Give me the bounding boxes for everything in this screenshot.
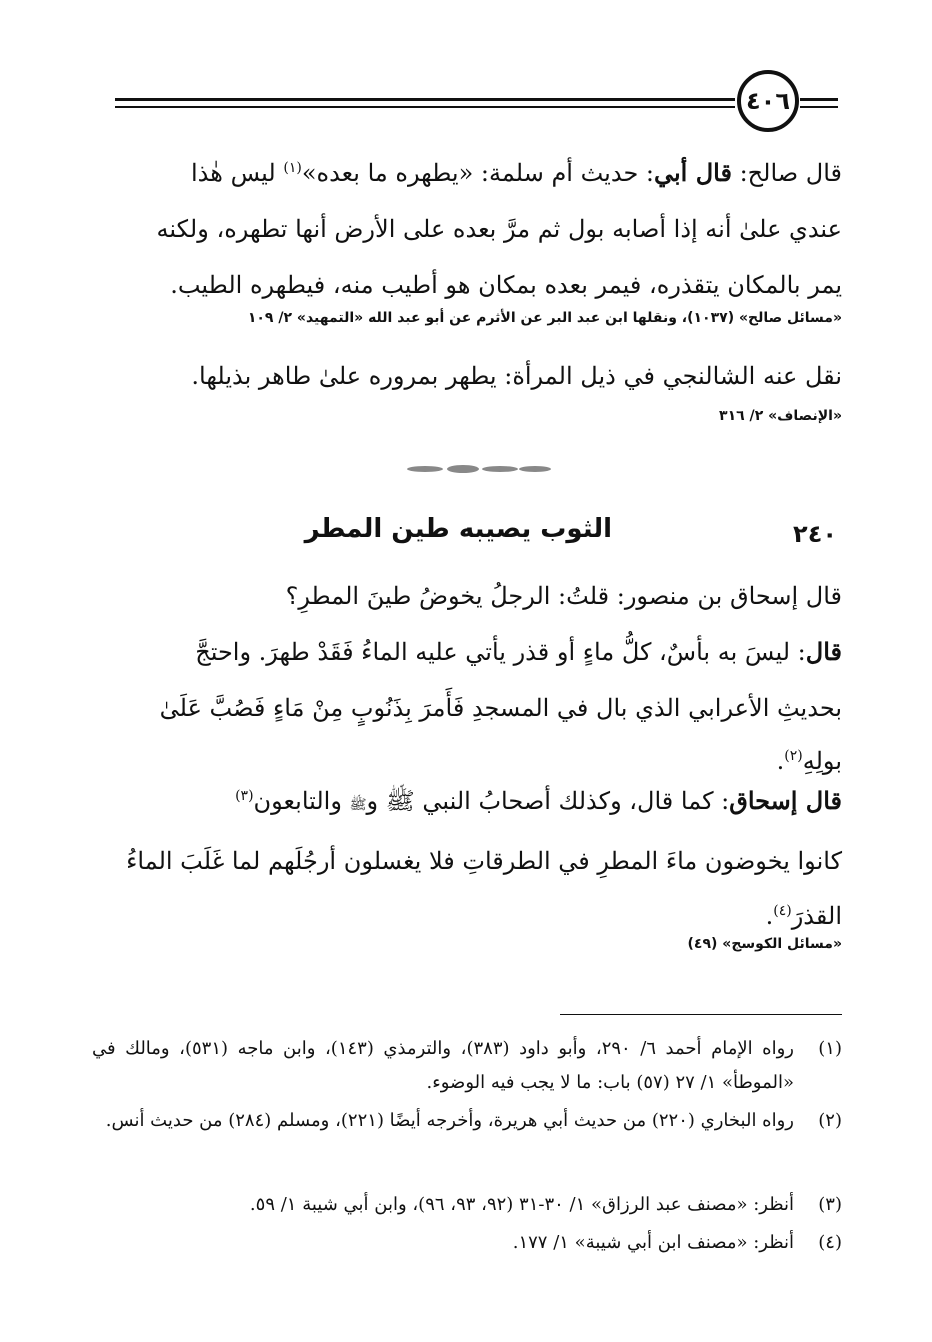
ornament-divider (405, 462, 555, 476)
footnote-text: أنظر: «مصنف عبد الرزاق» ١/ ٣٠-٣١ (٩٢، ٩٣، ٩٦)، وابن أبي شيبة ١/ ٥٩. (249, 1194, 794, 1215)
text-fragment: : ليسَ به بأسٌ، كلُّ ماءٍ أو قذر يأتي عليه الماءُ فَقَدْ طهرَ. واحتجَّ (195, 638, 806, 666)
text-fragment: قال صالح: (731, 159, 842, 187)
text-fragment: والتابعون (253, 787, 350, 815)
source-citation: «الإنصاف» ٢/ ٣١٦ (719, 408, 842, 424)
footnote-text: رواه الإمام أحمد ٦/ ٢٩٠، وأبو داود (٣٨٣)، والترمذي (١٤٣)، وابن ماجه (٥٣١)، ومالك في «الموطأ» ١/ ٢٧ (٥٧) باب: ما لا يجب فيه الوضوء. (92, 1038, 794, 1093)
text-line: نقل عنه الشالنجي في ذيل المرأة: يطهر بمروره علىٰ طاهر بذيلها. (191, 362, 842, 390)
header-rule (800, 106, 838, 108)
paragraph-ishaq-answer (92, 768, 842, 938)
text-line: بحديثِ الأعرابي الذي بال في المسجدِ فَأَمرَ بِذَنُوبٍ مِنْ مَاءٍ فَصُبَّ عَلَىٰ (159, 694, 842, 722)
text-fragment: : حديث أم سلمة: «يطهره ما بعده» (301, 159, 654, 187)
footnote-ref: (٣) (235, 788, 254, 804)
text-line (92, 768, 842, 833)
text-fragment: . (776, 747, 785, 775)
footnote-ref: (٤) (773, 903, 792, 919)
text-line: يمر بالمكان يتقذره، فيمر بعده بمكان هو أطيب منه، فيطهره الطيب. (170, 271, 842, 299)
text-fragment: القذرَ (791, 902, 842, 930)
section-number: ٢٤٠ (793, 520, 837, 548)
text-fragment: بولِهِ (802, 747, 842, 775)
speaker-label: قال أبي (654, 158, 732, 187)
footnote (92, 1032, 842, 1100)
text-line (92, 889, 842, 938)
footnote-ref: (٢) (784, 748, 803, 764)
footnote (92, 1188, 842, 1222)
text-fragment: . (765, 902, 774, 930)
text-line: قال إسحاق بن منصور: قلتُ: الرجلُ يخوضُ طينَ المطرِ؟ (285, 582, 842, 610)
text-line: عندي علىٰ أنه إذا أصابه بول ثم مرَّ بعده على الأرض أنها تطهره، ولكنه (156, 215, 842, 243)
footnote-number: (٢) (818, 1110, 842, 1131)
footnote-rule (560, 1014, 842, 1015)
footnote-ref: (١) (283, 160, 302, 176)
speaker-label: قال إسحاق (729, 786, 842, 815)
footnote (92, 1104, 842, 1138)
footnote-text: رواه البخاري (٢٢٠) من حديث أبي هريرة، وأخرجه أيضًا (٢٢١)، ومسلم (٢٨٤) من حديث أنس. (105, 1110, 794, 1131)
source-citation: «مسائل صالح» (١٠٣٧)، ونقلها ابن عبد البر عن الأثرم عن أبو عبد الله «التمهيد» ٢/ ١٠٩ (247, 310, 842, 326)
source-citation: «مسائل الكوسج» (٤٩) (687, 936, 842, 952)
footnote (92, 1226, 842, 1260)
footnote-number: (٣) (818, 1194, 842, 1215)
footnote-number: (١) (818, 1038, 842, 1059)
paragraph-saleh (92, 140, 842, 313)
text-line (92, 140, 842, 201)
paragraph-ishaq-question (92, 568, 842, 781)
header-rule (115, 106, 735, 108)
text-line: كانوا يخوضون ماءَ المطرِ في الطرقاتِ فلا يغسلون أرجُلَهم لما غَلَبَ الماءُ (126, 847, 842, 875)
text-fragment: ليس هٰذا (191, 159, 284, 187)
footnote-number: (٤) (818, 1232, 842, 1253)
text-fragment: : كما قال، وكذلك أصحابُ النبي ﷺ و (366, 787, 730, 815)
header-rule (115, 98, 735, 101)
paragraph-shalanji (92, 348, 842, 404)
section-title: الثوب يصيبه طين المطر (304, 514, 612, 544)
text-line (92, 624, 842, 680)
footnote-text: أنظر: «مصنف ابن أبي شيبة» ١/ ١٧٧. (512, 1232, 794, 1253)
header-rule (800, 98, 838, 101)
page-number: ٤٠٦ (737, 70, 799, 132)
honorific-symbol: ﷺ (349, 797, 367, 813)
speaker-label: قال (805, 637, 842, 666)
